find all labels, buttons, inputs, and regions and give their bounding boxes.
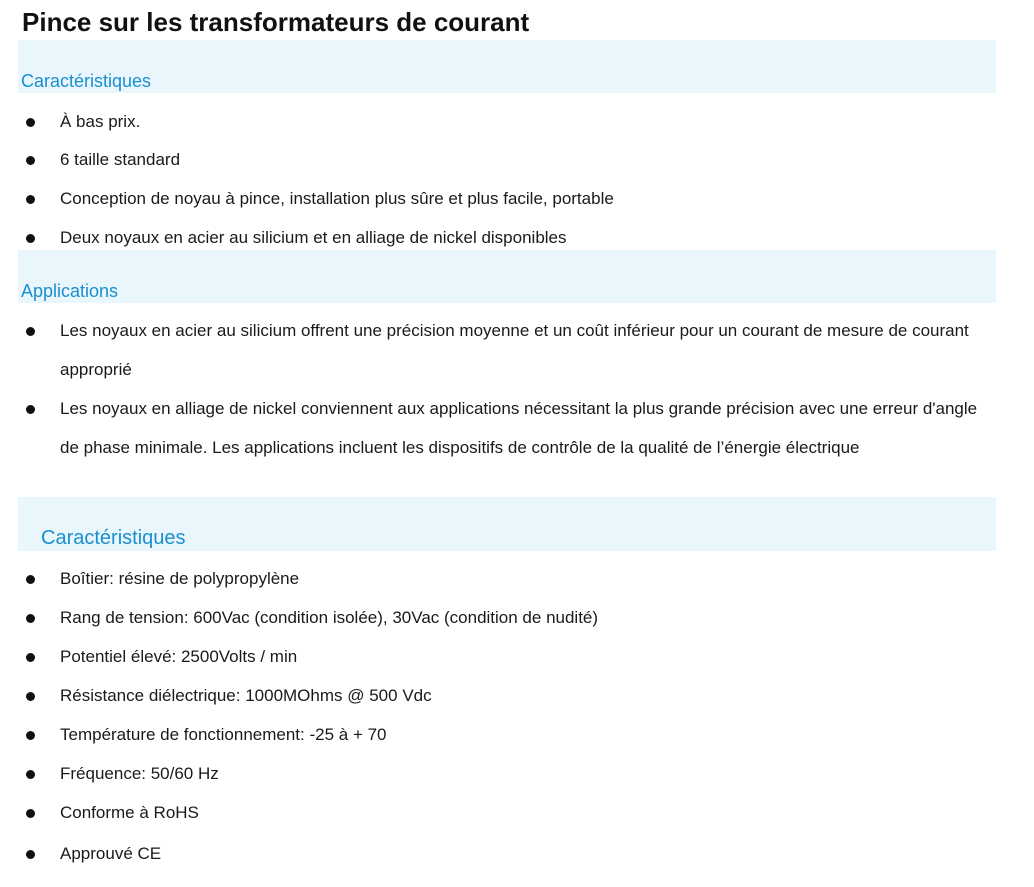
list-item-text: Les noyaux en acier au silicium offrent une précision moyenne et un coût inférieur pour un courant de mesure de courant approprié bbox=[60, 321, 969, 379]
bullet-icon bbox=[26, 195, 35, 204]
section-heading: Caractéristiques bbox=[41, 527, 186, 549]
bullet-icon bbox=[26, 731, 35, 740]
bullet-icon bbox=[26, 809, 35, 818]
list-item-text: Fréquence: 50/60 Hz bbox=[60, 764, 219, 783]
bullet-icon bbox=[26, 614, 35, 623]
bullet-icon bbox=[26, 575, 35, 584]
list-item-text: Potentiel élevé: 2500Volts / min bbox=[60, 647, 298, 666]
bullet-icon bbox=[26, 234, 35, 243]
list-item-text: Conforme à RoHS bbox=[60, 803, 199, 822]
page-title: Pince sur les transformateurs de courant bbox=[22, 7, 530, 37]
section-heading: Caractéristiques bbox=[21, 71, 152, 91]
list-item-text: 6 taille standard bbox=[60, 150, 181, 169]
bullet-icon bbox=[26, 692, 35, 701]
bullet-icon bbox=[26, 653, 35, 662]
bullet-icon bbox=[26, 118, 35, 127]
section-heading: Applications bbox=[21, 281, 119, 301]
list-item-text: Boîtier: résine de polypropylène bbox=[60, 569, 300, 588]
list-item-text: Deux noyaux en acier au silicium et en alliage de nickel disponibles bbox=[60, 228, 567, 247]
list-item-text: Les noyaux en alliage de nickel conviennent aux applications nécessitant la plus grande précision avec une erreur d'angle de phase minimale. Les applications incluent les dispositifs de contrôle de la qualité de l’énergie électrique bbox=[60, 399, 978, 457]
bullet-icon bbox=[26, 850, 35, 859]
section-heading-band bbox=[18, 40, 996, 93]
bullet-icon bbox=[26, 327, 35, 336]
list-item-text: Température de fonctionnement: -25 à + 70 bbox=[60, 725, 387, 744]
list-item-text: Résistance diélectrique: 1000MOhms @ 500 Vdc bbox=[60, 686, 432, 705]
list-item-text: Conception de noyau à pince, installation plus sûre et plus facile, portable bbox=[60, 189, 614, 208]
list-item-text: À bas prix. bbox=[60, 112, 141, 131]
bullet-icon bbox=[26, 770, 35, 779]
list-item-text: Approuvé CE bbox=[60, 844, 162, 863]
bullet-icon bbox=[26, 405, 35, 414]
bullet-icon bbox=[26, 156, 35, 165]
section-heading-band bbox=[18, 250, 996, 303]
list-item-text: Rang de tension: 600Vac (condition isolée), 30Vac (condition de nudité) bbox=[60, 608, 599, 627]
